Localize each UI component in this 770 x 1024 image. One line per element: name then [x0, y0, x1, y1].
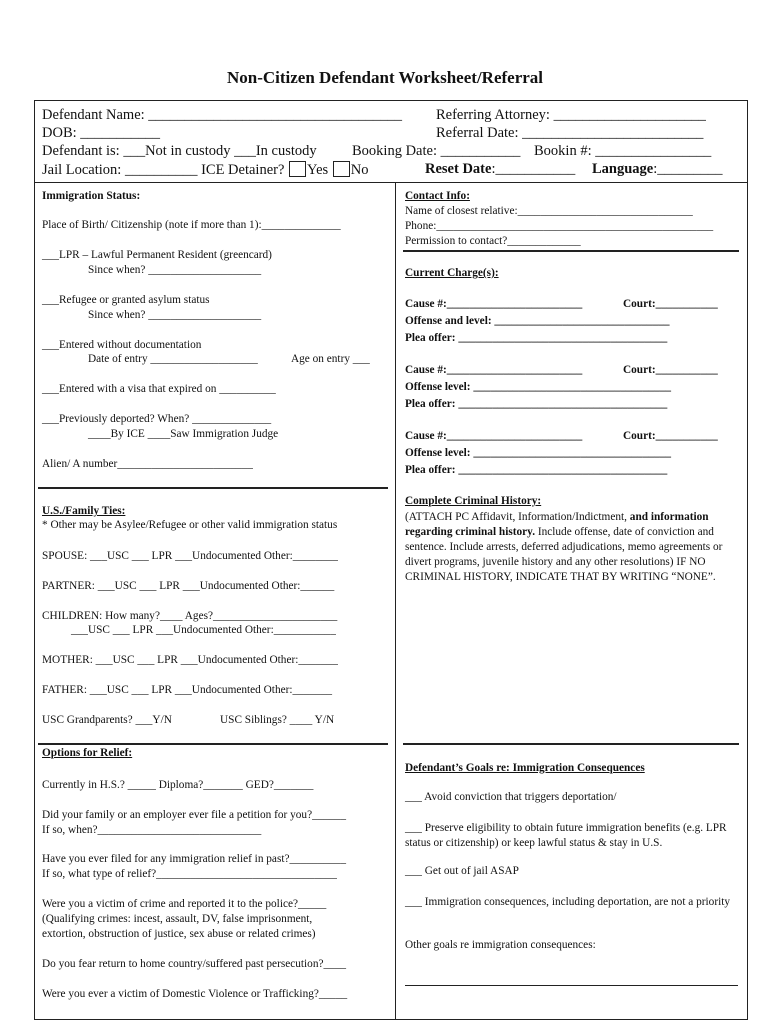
father-field[interactable]: FATHER: ___USC ___ LPR ___Undocumented Other:_______ [42, 684, 333, 696]
offense-2-field[interactable]: Offense level: ___________________________________ [405, 381, 672, 393]
custody-status-field[interactable]: Defendant is: ___Not in custody ___In custody [42, 143, 317, 159]
history-part-3: Include offense, date of conviction and sentence. Include arrests, deferred adjudications, memo agreements or divert programs, juvenile history and any other resolutions) IF NO CRIMINAL HISTORY, INDICATE THAT BY WRITING “NONE”. [405, 526, 723, 583]
hs-field[interactable]: Currently in H.S.? _____ Diploma?_______ GED?_______ [42, 779, 314, 791]
page-title: Non-Citizen Defendant Worksheet/Referral [226, 68, 544, 87]
right-divider-2 [403, 743, 739, 745]
filed-relief-field[interactable]: Have you ever filed for any immigration relief in past?__________ [42, 853, 346, 865]
cause-1-field[interactable]: Cause #:________________________ [405, 298, 583, 310]
history-part-1: (ATTACH PC Affidavit, Information/Indictment, [405, 511, 630, 523]
court-3-field[interactable]: Court:___________ [623, 430, 718, 442]
family-ties-heading: U.S./Family Ties: [42, 505, 126, 517]
children-field[interactable]: CHILDREN: How many?____ Ages?______________________ [42, 610, 338, 622]
alien-number-field[interactable]: Alien/ A number________________________ [42, 458, 253, 470]
lpr-option[interactable]: ___LPR – Lawful Permanent Resident (greencard) [42, 249, 272, 261]
permission-field[interactable]: Permission to contact?_____________ [405, 235, 581, 247]
right-divider-1 [403, 250, 739, 252]
victim-crime-field[interactable]: Were you a victim of crime and reported it to the police?_____ [42, 898, 327, 910]
refugee-since-field[interactable]: Since when? ____________________ [88, 309, 262, 321]
reset-date-field[interactable] [425, 161, 575, 178]
closest-relative-field[interactable]: Name of closest relative:_______________________________ [405, 205, 693, 217]
cause-2-field[interactable]: Cause #:________________________ [405, 364, 583, 376]
current-charges-heading: Current Charge(s): [405, 267, 499, 279]
phone-field[interactable]: Phone:_________________________________________________ [405, 220, 714, 232]
victim-dv-field[interactable]: Were you ever a victim of Domestic Violence or Trafficking?_____ [42, 988, 348, 1000]
partner-field[interactable]: PARTNER: ___USC ___ LPR ___Undocumented Other:______ [42, 580, 335, 592]
goal-avoid-conviction[interactable]: ___ Avoid conviction that triggers deportation/ [405, 791, 617, 803]
jail-location-field[interactable] [42, 161, 369, 179]
no-label: No [350, 162, 369, 178]
qualifying-crimes-note-1: (Qualifying crimes: incest, assault, DV, false imprisonment, [42, 913, 313, 925]
children-status-field[interactable]: ___USC ___ LPR ___Undocumented Other:___________ [71, 624, 336, 636]
offense-1-field[interactable]: Offense and level: _______________________________ [405, 315, 670, 327]
column-divider [395, 182, 396, 1020]
mother-field[interactable]: MOTHER: ___USC ___ LPR ___Undocumented Other:_______ [42, 654, 338, 666]
yes-label: Yes [307, 162, 329, 178]
referral-date-field[interactable]: Referral Date: _________________________ [436, 125, 704, 141]
goals-heading: Defendant’s Goals re: Immigration Consequences [405, 762, 645, 774]
cause-3-field[interactable]: Cause #:________________________ [405, 430, 583, 442]
grandparents-field[interactable]: USC Grandparents? ___Y/N [42, 714, 172, 726]
goal-preserve-eligibility[interactable]: ___ Preserve eligibility to obtain future immigration benefits (e.g. LPR status or citizenship) or keep lawful status & stay in U.S. [405, 822, 727, 849]
plea-3-field[interactable]: Plea offer: _____________________________________ [405, 464, 668, 476]
left-divider-2 [38, 743, 388, 745]
qualifying-crimes-note-2: extortion, obstruction of justice, sex abuse or related crimes) [42, 928, 316, 940]
siblings-field[interactable]: USC Siblings? ____ Y/N [220, 714, 335, 726]
refugee-option[interactable]: ___Refugee or granted asylum status [42, 294, 210, 306]
date-of-entry-field[interactable]: Date of entry ___________________ [88, 353, 258, 365]
criminal-history-instructions [405, 510, 741, 585]
offense-3-field[interactable]: Offense level: ___________________________________ [405, 447, 672, 459]
booking-date-field[interactable]: Booking Date: ___________ [352, 143, 521, 159]
reset-date-label: Reset Date [425, 161, 492, 177]
spouse-field[interactable]: SPOUSE: ___USC ___ LPR ___Undocumented Other:________ [42, 550, 338, 562]
ice-detainer-yes-checkbox[interactable] [289, 161, 306, 177]
fear-return-field[interactable]: Do you fear return to home country/suffered past persecution?____ [42, 958, 347, 970]
family-ties-note: * Other may be Asylee/Refugee or other valid immigration status [42, 519, 338, 531]
entered-without-option[interactable]: ___Entered without documentation [42, 339, 202, 351]
contact-info-heading: Contact Info: [405, 190, 470, 202]
court-1-field[interactable]: Court:___________ [623, 298, 718, 310]
referring-attorney-field[interactable]: Referring Attorney: _____________________ [436, 107, 706, 123]
language-field[interactable] [592, 161, 723, 178]
relief-heading: Options for Relief: [42, 747, 133, 759]
header-divider [34, 182, 748, 183]
previously-deported-option[interactable]: ___Previously deported? When? ______________ [42, 413, 272, 425]
criminal-history-heading: Complete Criminal History: [405, 495, 542, 507]
visa-expired-option[interactable]: ___Entered with a visa that expired on __________ [42, 383, 276, 395]
goal-not-priority[interactable]: ___ Immigration consequences, including deportation, are not a priority [405, 896, 731, 908]
dob-field[interactable]: DOB: ___________ [42, 125, 161, 141]
immigration-status-heading: Immigration Status: [42, 190, 141, 202]
court-2-field[interactable]: Court:___________ [623, 364, 718, 376]
petition-field[interactable]: Did your family or an employer ever file a petition for you?______ [42, 809, 346, 821]
deported-by-field[interactable]: ____By ICE ____Saw Immigration Judge [88, 428, 279, 440]
place-of-birth-field[interactable]: Place of Birth/ Citizenship (note if more than 1):______________ [42, 219, 341, 231]
goal-get-out-of-jail[interactable]: ___ Get out of jail ASAP [405, 865, 519, 877]
left-divider-1 [38, 487, 388, 489]
other-goals-label: Other goals re immigration consequences: [405, 939, 596, 951]
jail-location-label: Jail Location: __________ ICE Detainer? [42, 162, 285, 178]
history-part-2: and information regarding criminal history. [405, 511, 709, 538]
bookin-number-field[interactable]: Bookin #: ________________ [534, 143, 712, 159]
plea-2-field[interactable]: Plea offer: _____________________________________ [405, 398, 668, 410]
language-blank: :_________ [653, 161, 723, 177]
defendant-name-field[interactable]: Defendant Name: ___________________________________ [42, 107, 403, 123]
ice-detainer-no-checkbox[interactable] [333, 161, 350, 177]
age-on-entry-field[interactable]: Age on entry ___ [291, 353, 370, 365]
filed-type-field[interactable]: If so, what type of relief?________________________________ [42, 868, 337, 880]
other-goals-line [405, 985, 738, 986]
petition-when-field[interactable]: If so, when?_____________________________ [42, 824, 262, 836]
lpr-since-field[interactable]: Since when? ____________________ [88, 264, 262, 276]
reset-date-blank: :___________ [491, 161, 576, 177]
plea-1-field[interactable]: Plea offer: _____________________________________ [405, 332, 668, 344]
language-label: Language [592, 161, 654, 177]
